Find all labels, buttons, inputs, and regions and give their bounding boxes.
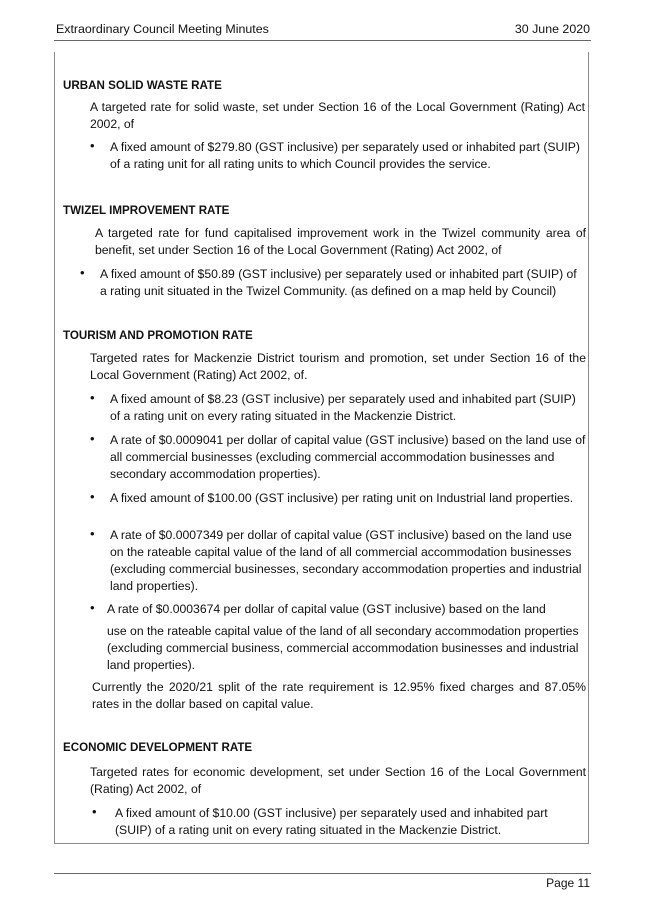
bullet-icon: • (90, 390, 95, 405)
list-item-continuation: use on the rateable capital value of the land of all secondary accommodation properties (excluding commercial business, commercial accommodation businesses and industrial land properties). (107, 624, 579, 672)
footer-divider (54, 873, 591, 874)
section-heading-urban-solid-waste: URBAN SOLID WASTE RATE (63, 79, 222, 92)
section-heading-tourism-promotion: TOURISM AND PROMOTION RATE (63, 329, 253, 342)
bullet-icon: • (90, 489, 95, 504)
list-item: A rate of $0.0009041 per dollar of capital value (GST inclusive) based on the land use of all commercial businesses (excluding commercial accommodation businesses and secondary accommodation properties). (110, 433, 586, 481)
bullet-icon: • (90, 526, 95, 541)
list-item: A fixed amount of $10.00 (GST inclusive) per separately used and inhabited part (SUIP) of a rating unit on every rating situated in the Mackenzie District. (115, 806, 548, 837)
list-item: A fixed amount of $50.89 (GST inclusive) per separately used or inhabited part (SUIP) of a rating unit situated in the Twizel Community. (as defined on a map held by Council) (100, 267, 577, 298)
bullet-icon: • (90, 600, 95, 615)
page-header (56, 22, 590, 40)
bullet-icon: • (80, 265, 85, 280)
section-heading-twizel-improvement: TWIZEL IMPROVEMENT RATE (63, 204, 230, 217)
bullet-icon: • (90, 138, 95, 153)
section-closing: Currently the 2020/21 split of the rate requirement is 12.95% fixed charges and 87.05% rates in the dollar based on capital value. (92, 680, 586, 711)
meeting-date: 30 June 2020 (514, 22, 590, 36)
section-intro: Targeted rates for Mackenzie District tourism and promotion, set under Section 16 of the Local Government (Rating) Act 2002, of. (90, 351, 586, 382)
page-number: Page 11 (546, 876, 590, 890)
document-title: Extraordinary Council Meeting Minutes (56, 22, 269, 36)
section-heading-economic-development: ECONOMIC DEVELOPMENT RATE (63, 741, 253, 754)
list-item: A fixed amount of $279.80 (GST inclusive) per separately used or inhabited part (SUIP) of a rating unit for all rating units to which Council provides the service. (110, 140, 580, 171)
section-intro: A targeted rate for solid waste, set under Section 16 of the Local Government (Rating) Act 2002, of (90, 100, 585, 131)
list-item: A rate of $0.0003674 per dollar of capital value (GST inclusive) based on the land (107, 602, 546, 616)
section-intro: A targeted rate for fund capitalised improvement work in the Twizel community area of benefit, set under Section 16 of the Local Government (Rating) Act 2002, of (95, 226, 586, 257)
header-divider (54, 40, 591, 41)
list-item: A fixed amount of $100.00 (GST inclusive) per rating unit on Industrial land properties. (110, 491, 574, 505)
list-item: A rate of $0.0007349 per dollar of capital value (GST inclusive) based on the land use on the rateable capital value of the land of all commercial accommodation businesses (excluding commercial businesses, secondary accommodation properties and industrial land properties). (110, 528, 582, 593)
bullet-icon: • (90, 431, 95, 446)
section-intro: Targeted rates for economic development, set under Section 16 of the Local Government (Rating) Act 2002, of (90, 765, 586, 796)
list-item: A fixed amount of $8.23 (GST inclusive) per separately used and inhabited part (SUIP) of a rating unit on every rating situated in the Mackenzie District. (110, 392, 576, 423)
bullet-icon: • (92, 804, 97, 819)
